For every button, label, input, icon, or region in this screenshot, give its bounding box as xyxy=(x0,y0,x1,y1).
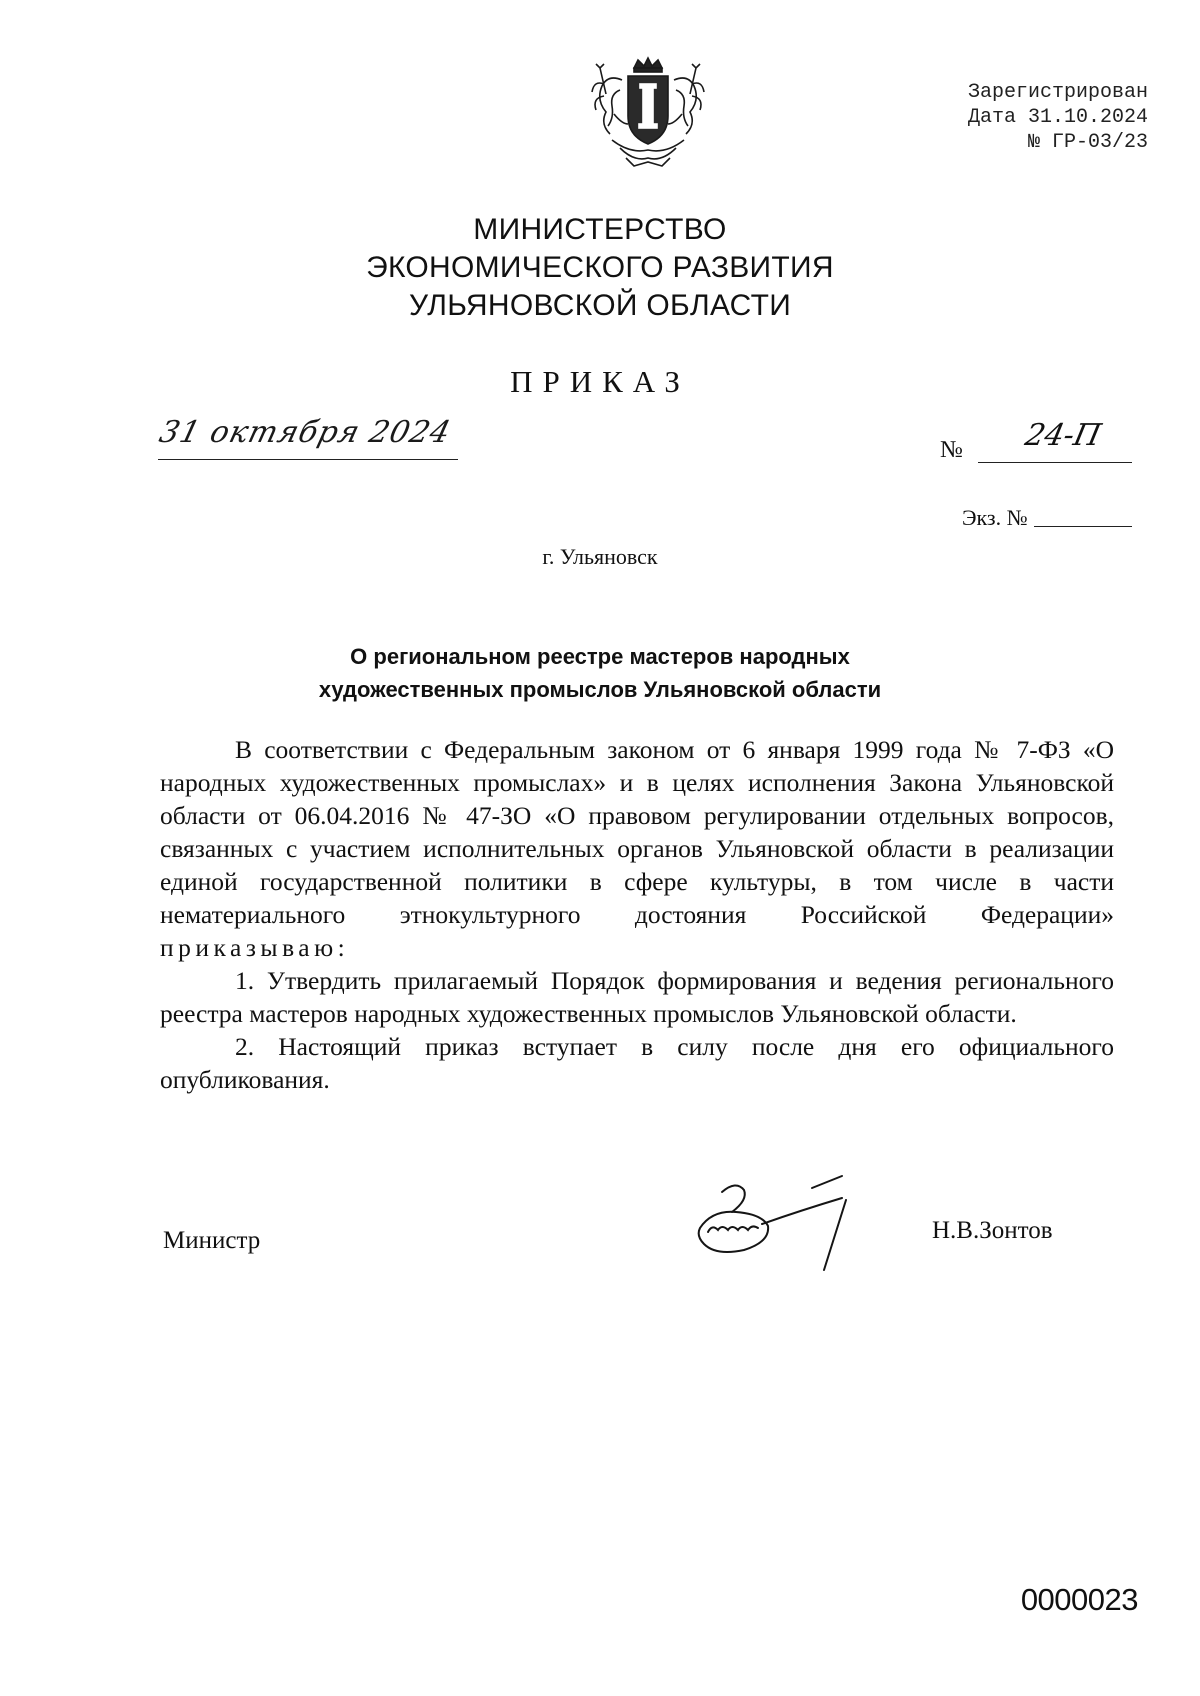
order-item-1: 1. Утвердить прилагаемый Порядок формирования и ведения регионального реестра мастеров народных художественных промыслов Ульяновской области. xyxy=(160,966,1114,1028)
order-body xyxy=(160,733,1114,1096)
order-date-handwritten: 31 октября 2024 xyxy=(155,415,455,450)
registration-stamp xyxy=(968,80,1148,155)
order-number-label: № xyxy=(940,437,963,463)
preamble-paragraph xyxy=(160,733,1114,964)
order-number-handwritten: 24-П xyxy=(1022,418,1104,453)
coat-of-arms-icon xyxy=(582,54,714,172)
order-word: приказываю: xyxy=(160,933,350,962)
signatory-title: Министр xyxy=(163,1227,261,1254)
signatory-name: Н.В.Зонтов xyxy=(932,1217,1053,1244)
subject-line: О региональном реестре мастеров народных xyxy=(350,644,850,669)
date-underline xyxy=(158,459,458,460)
registration-number: № ГР-03/23 xyxy=(1027,131,1148,154)
order-subject xyxy=(0,640,1200,706)
number-underline xyxy=(978,462,1132,463)
ministry-line: ЭКОНОМИЧЕСКОГО РАЗВИТИЯ xyxy=(366,251,834,284)
city: г. Ульяновск xyxy=(542,544,658,569)
handwritten-signature xyxy=(692,1170,870,1278)
order-title: ПРИКАЗ xyxy=(510,364,690,399)
preamble-text: В соответствии с Федеральным законом от 6 января 1999 года № 7-ФЗ «О народных художественных промыслах» и в целях исполнения Закона Ульяновской области от 06.04.2016 № 47-ЗО «О правовом регулировании отдельных вопросов, связанных с участием исполнительных органов Ульяновской области в реализации единой государственной политики в сфере культуры, в том числе в части нематериального этнокультурного достояния Российской Федерации» xyxy=(160,735,1114,929)
order-item-2: 2. Настоящий приказ вступает в силу после дня его официального опубликования. xyxy=(160,1032,1114,1094)
copy-number-label: Экз. № xyxy=(962,505,1028,530)
registration-date: Дата 31.10.2024 xyxy=(967,106,1148,129)
subject-line: художественных промыслов Ульяновской области xyxy=(318,677,882,702)
ministry-line: УЛЬЯНОВСКОЙ ОБЛАСТИ xyxy=(408,289,792,322)
page-number: 0000023 xyxy=(1020,1582,1138,1617)
ministry-heading xyxy=(0,211,1200,325)
copy-number-blank xyxy=(1034,526,1132,527)
ministry-line: МИНИСТЕРСТВО xyxy=(473,213,727,246)
registration-status: Зарегистрирован xyxy=(967,81,1148,104)
